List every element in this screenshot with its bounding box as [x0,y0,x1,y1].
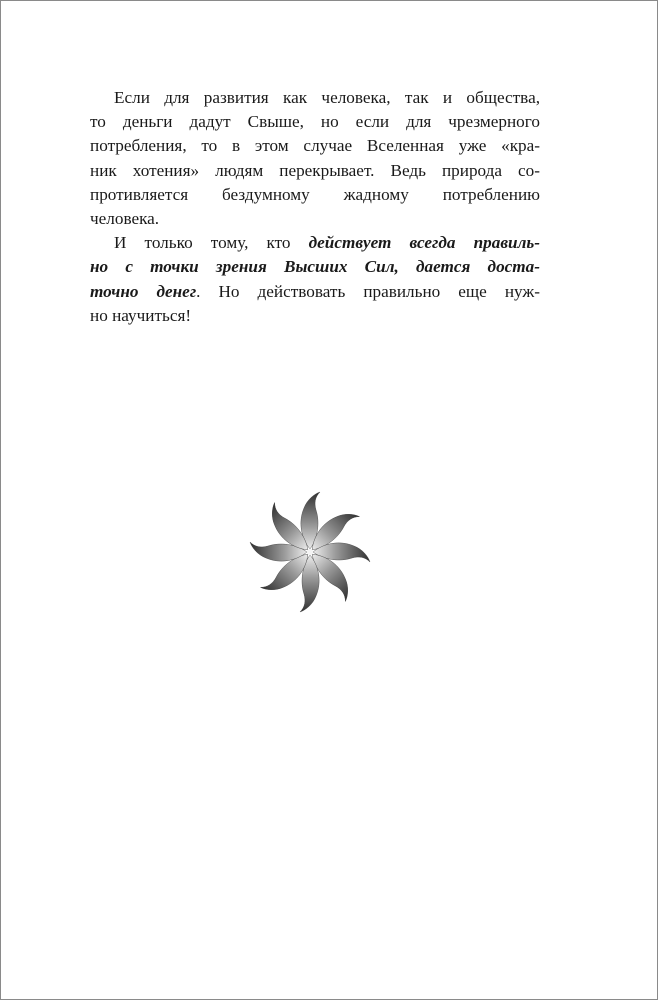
flower-ornament-icon [246,488,374,616]
text-segment: но научиться! [90,305,192,325]
text-segment: противляется бездумному жадному потреблению [90,184,540,204]
text-line [90,86,540,110]
text-segment: человека. [90,209,160,229]
text-line [90,280,540,304]
text-segment: Если для развития как человека, так и общества, [114,88,540,107]
text-segment: . Но действовать правильно еще нуж- [196,281,541,301]
emphasized-text: действует всегда правиль- [308,233,541,253]
text-segment: то деньги дадут Свыше, но если для чрезмерного [90,112,540,132]
emphasized-text: но с точки зрения Высших Сил, дается доста- [90,257,540,277]
text-line [90,110,540,134]
body-text [90,86,540,328]
text-segment: ник хотения» людям перекрывает. Ведь природа со- [90,160,540,180]
text-line [90,134,540,158]
text-line [90,183,540,207]
text-line [90,159,540,183]
text-segment: И только тому, кто [114,233,309,253]
emphasized-text: точно денег [90,281,197,301]
text-line [90,255,540,279]
text-line [90,231,540,255]
text-segment: потребления, то в этом случае Вселенная уже «кра- [90,136,540,156]
text-line [90,207,540,231]
text-line [90,304,540,328]
